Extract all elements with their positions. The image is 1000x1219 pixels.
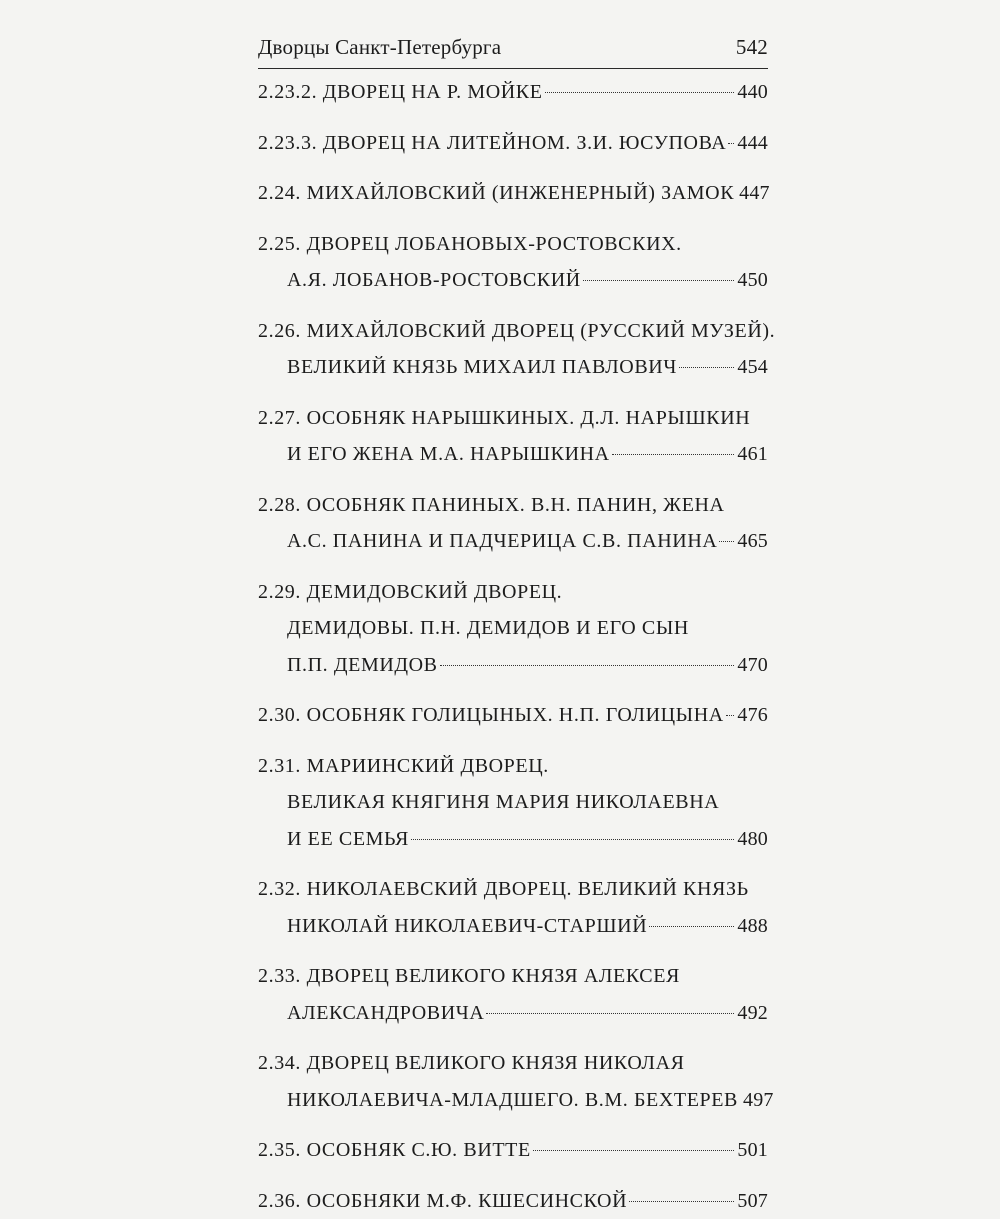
toc-entry-title: ДЕМИДОВЫ. П.Н. ДЕМИДОВ И ЕГО СЫН [287,610,689,647]
toc-entry [258,400,768,473]
toc-entry-title: 2.36. ОСОБНЯКИ М.Ф. КШЕСИНСКОЙ [258,1183,627,1219]
dot-leader [728,143,734,144]
toc-entry-title: 2.35. ОСОБНЯК С.Ю. ВИТТЕ [258,1132,531,1169]
toc-entry-title: И ЕЕ СЕМЬЯ [287,821,409,858]
toc-entry-line [258,784,768,821]
dot-leader [583,280,735,281]
toc-entry-line [258,262,768,299]
toc-entry-title: А.С. ПАНИНА И ПАДЧЕРИЦА С.В. ПАНИНА [287,523,717,560]
table-of-contents [258,74,768,1219]
toc-entry-title: 2.24. МИХАЙЛОВСКИЙ (ИНЖЕНЕРНЫЙ) ЗАМОК [258,175,734,212]
toc-entry-line [258,697,768,734]
toc-entry-page: 480 [737,821,768,858]
toc-entry-line [258,313,768,350]
toc-entry-page: 501 [737,1132,768,1169]
toc-entry-title: 2.23.2. ДВОРЕЦ НА Р. МОЙКЕ [258,74,543,111]
toc-entry-page: 476 [737,697,768,734]
book-title: Дворцы Санкт-Петербурга [258,35,501,60]
toc-entry [258,1045,768,1118]
dot-leader [726,715,735,716]
toc-entry-line [258,574,768,611]
toc-entry [258,697,768,734]
dot-leader [679,367,734,368]
dot-leader [612,454,735,455]
toc-entry [258,958,768,1031]
toc-entry-line [258,436,768,473]
entry-spacer [258,473,768,487]
running-header [258,30,768,64]
toc-entry-title: 2.32. НИКОЛАЕВСКИЙ ДВОРЕЦ. ВЕЛИКИЙ КНЯЗЬ [258,871,749,908]
toc-entry-page: 470 [737,647,768,684]
dot-leader [533,1150,735,1151]
toc-entry-title: 2.33. ДВОРЕЦ ВЕЛИКОГО КНЯЗЯ АЛЕКСЕЯ [258,958,680,995]
toc-entry-title: НИКОЛАЙ НИКОЛАЕВИЧ-СТАРШИЙ [287,908,647,945]
dot-leader [629,1201,734,1202]
toc-entry-title: 2.30. ОСОБНЯК ГОЛИЦЫНЫХ. Н.П. ГОЛИЦЫНА [258,697,724,734]
toc-entry [258,574,768,684]
toc-entry-page: 497 [743,1082,774,1119]
toc-entry-title: АЛЕКСАНДРОВИЧА [287,995,484,1032]
entry-spacer [258,683,768,697]
toc-entry [258,74,768,111]
entry-spacer [258,1031,768,1045]
toc-entry-line [258,125,768,162]
entry-spacer [258,1118,768,1132]
toc-entry [258,1132,768,1169]
toc-entry-line [258,958,768,995]
toc-entry-page: 450 [737,262,768,299]
toc-entry [258,487,768,560]
toc-entry-page: 488 [737,908,768,945]
toc-entry-page: 507 [737,1183,768,1219]
toc-entry-line [258,400,768,437]
toc-entry-page: 444 [737,125,768,162]
toc-entry-line [258,487,768,524]
dot-leader [411,839,734,840]
toc-entry-title: НИКОЛАЕВИЧА-МЛАДШЕГО. В.М. БЕХТЕРЕВ [287,1082,738,1119]
toc-entry-line [258,1132,768,1169]
toc-entry-title: 2.23.3. ДВОРЕЦ НА ЛИТЕЙНОМ. З.И. ЮСУПОВА [258,125,726,162]
dot-leader [649,926,734,927]
toc-entry [258,175,768,212]
toc-entry-title: И ЕГО ЖЕНА М.А. НАРЫШКИНА [287,436,610,473]
toc-entry-line [258,523,768,560]
toc-entry-title: А.Я. ЛОБАНОВ-РОСТОВСКИЙ [287,262,581,299]
toc-entry [258,226,768,299]
toc-entry-title: ВЕЛИКАЯ КНЯГИНЯ МАРИЯ НИКОЛАЕВНА [287,784,719,821]
entry-spacer [258,857,768,871]
page-number: 542 [736,35,768,60]
toc-entry-line [258,647,768,684]
toc-entry-line [258,1045,768,1082]
toc-entry-line [258,175,768,212]
entry-spacer [258,111,768,125]
toc-entry-line [258,610,768,647]
toc-entry-page: 465 [737,523,768,560]
toc-entry-title: 2.28. ОСОБНЯК ПАНИНЫХ. В.Н. ПАНИН, ЖЕНА [258,487,725,524]
dot-leader [719,541,734,542]
toc-entry [258,125,768,162]
entry-spacer [258,212,768,226]
toc-entry-title: ВЕЛИКИЙ КНЯЗЬ МИХАИЛ ПАВЛОВИЧ [287,349,677,386]
toc-entry-line [258,871,768,908]
toc-entry-line [258,821,768,858]
toc-entry-title: 2.31. МАРИИНСКИЙ ДВОРЕЦ. [258,748,549,785]
header-divider [258,68,768,69]
toc-entry-title: 2.25. ДВОРЕЦ ЛОБАНОВЫХ-РОСТОВСКИХ. [258,226,682,263]
toc-entry-line [258,1082,768,1119]
toc-entry-line [258,349,768,386]
dot-leader [545,92,735,93]
toc-entry-title: 2.27. ОСОБНЯК НАРЫШКИНЫХ. Д.Л. НАРЫШКИН [258,400,750,437]
dot-leader [486,1013,734,1014]
entry-spacer [258,734,768,748]
toc-entry-line [258,74,768,111]
toc-entry-title: 2.29. ДЕМИДОВСКИЙ ДВОРЕЦ. [258,574,562,611]
toc-entry-line [258,1183,768,1219]
toc-entry-page: 440 [737,74,768,111]
dot-leader [440,665,735,666]
toc-entry-title: 2.26. МИХАЙЛОВСКИЙ ДВОРЕЦ (РУССКИЙ МУЗЕЙ). [258,313,775,350]
toc-entry [258,871,768,944]
toc-entry-line [258,908,768,945]
toc-entry-line [258,226,768,263]
entry-spacer [258,299,768,313]
entry-spacer [258,161,768,175]
toc-entry-title: 2.34. ДВОРЕЦ ВЕЛИКОГО КНЯЗЯ НИКОЛАЯ [258,1045,685,1082]
toc-entry [258,313,768,386]
entry-spacer [258,560,768,574]
entry-spacer [258,386,768,400]
toc-entry-page: 492 [737,995,768,1032]
entry-spacer [258,1169,768,1183]
toc-entry-line [258,748,768,785]
toc-entry-page: 461 [737,436,768,473]
entry-spacer [258,944,768,958]
toc-entry-title: П.П. ДЕМИДОВ [287,647,438,684]
toc-entry [258,748,768,858]
toc-entry [258,1183,768,1219]
toc-entry-page: 447 [739,175,770,212]
toc-entry-page: 454 [737,349,768,386]
